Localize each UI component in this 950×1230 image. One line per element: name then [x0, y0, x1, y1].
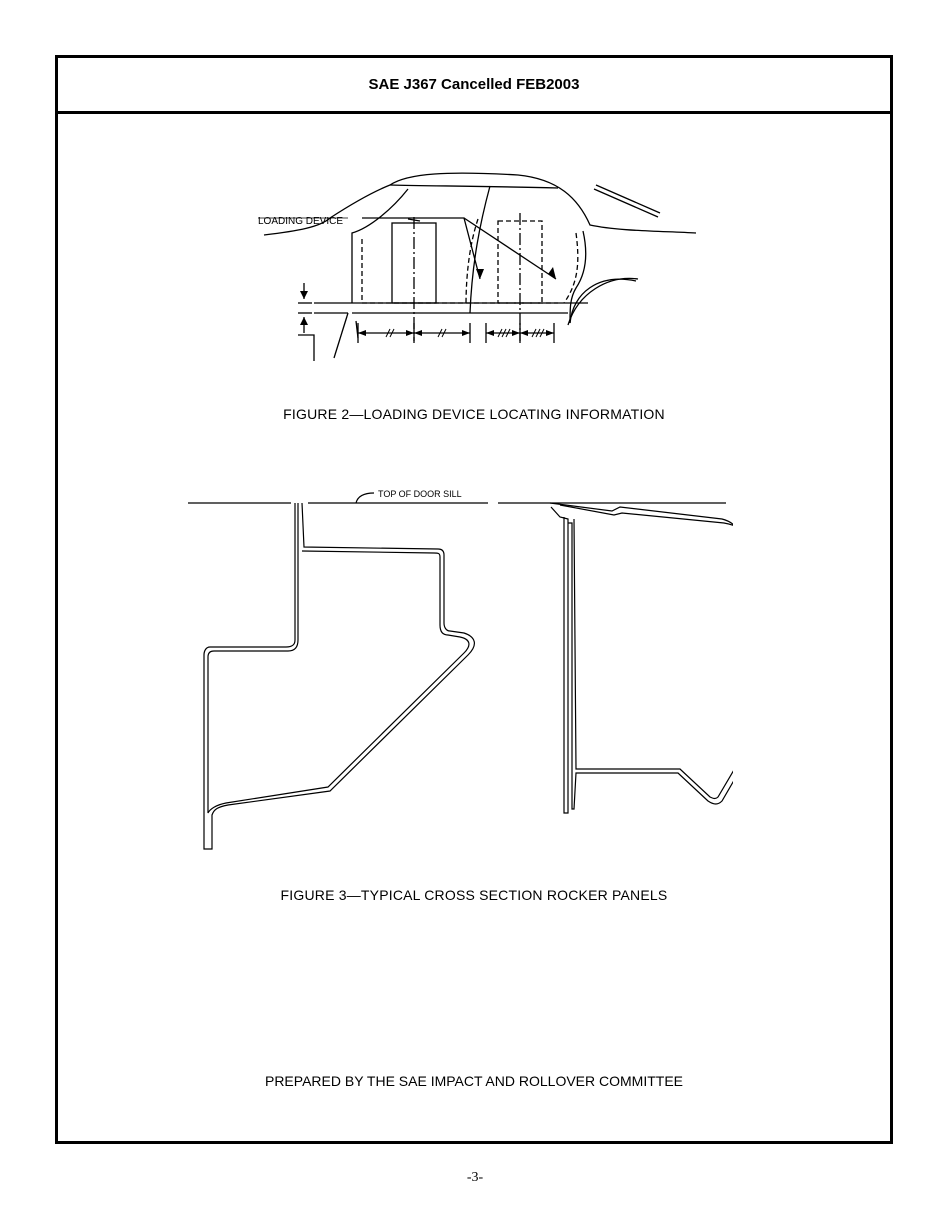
- figure-2-caption: FIGURE 2—LOADING DEVICE LOCATING INFORMATION: [283, 406, 665, 422]
- prepared-by-note: PREPARED BY THE SAE IMPACT AND ROLLOVER COMMITTEE: [264, 1073, 684, 1089]
- figure-2-drawing: [258, 153, 708, 383]
- header-bar: [58, 58, 890, 114]
- label-loading-device: LOADING DEVICE: [258, 216, 344, 227]
- figure-3-drawing: [188, 483, 733, 853]
- figure-3-caption: FIGURE 3—TYPICAL CROSS SECTION ROCKER PANELS: [280, 887, 668, 903]
- page-frame: [55, 55, 893, 1144]
- label-top-of-door-sill-fig3: TOP OF DOOR SILL: [378, 489, 462, 499]
- document-title: SAE J367 Cancelled FEB2003: [368, 76, 580, 93]
- page-number: -3-: [466, 1170, 484, 1185]
